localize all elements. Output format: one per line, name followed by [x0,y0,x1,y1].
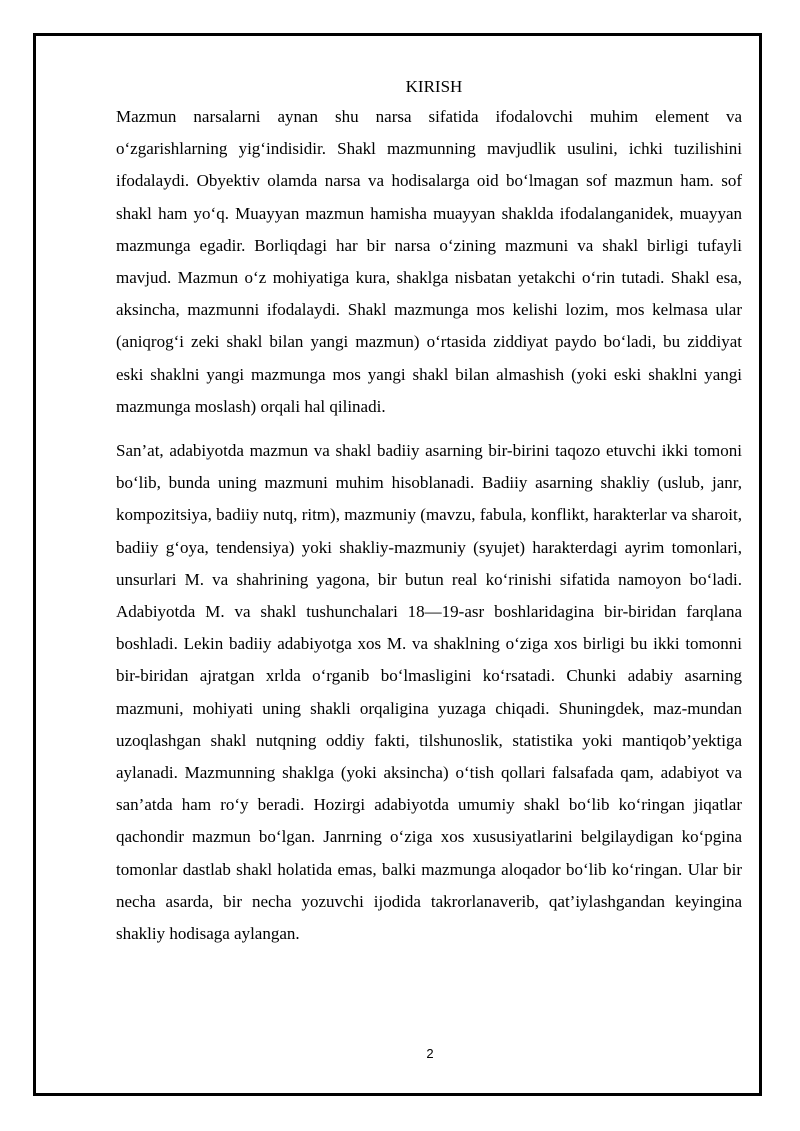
paragraph-2: San’at, adabiyotda mazmun va shakl badiiy asarning bir-birini taqozo etuvchi ikki tomoni boʻlib, bunda uning mazmuni muhim hisoblanadi. Badiiy asarning shakliy (uslub, janr, kompozitsiya, badiiy nutq, ritm), mazmuniy (mavzu, fabula, konflikt, harakterlar va sharoit, badiiy gʻoya, tendensiya) yoki shakliy-mazmuniy (syujet) harakterdagi ayrim tomonlari, unsurlari M. va shahrining yagona, bir butun real koʻrinishi sifatida namoyon boʻladi. Adabiyotda M. va shakl tushunchalari 18—19-asr boshlaridagina bir-biridan farqlana boshladi. Lekin badiiy adabiyotga xos M. va shaklning oʻziga xos birligi bu ikki tomonni bir-biridan ajratgan xrlda oʻrganib boʻlmasligini koʻrsatadi. Chunki adabiy asarning mazmuni, mohiyati uning shakli orqaligina yuzaga chiqadi. Shuningdek, maz-mundan uzoqlashgan shakl nutqning oddiy fakti, tilshunoslik, statistika yoki mantiqob’yektiga aylanadi. Mazmunning shaklga (yoki aksincha) oʻtish qollari falsafada qam, adabiyot va san’atda ham roʻy beradi. Hozirgi adabiyotda umumiy shakl boʻlib koʻringan jiqatlar qachondir mazmun boʻlgan. Janrning oʻziga xos xususiyatlarini belgilaydigan koʻpgina tomonlar dastlab shakl holatida emas, balki mazmunga aloqador boʻlib koʻringan. Ular bir necha asarda, bir necha yozuvchi ijodida takrorlanaverib, qat’iylashgandan keyingina shakliy hodisaga aylangan. [116,441,742,944]
page-content [116,76,742,950]
paragraph-1: Mazmun narsalarni aynan shu narsa sifatida ifodalovchi muhim element va oʻzgarishlarning yigʻindisidir. Shakl mazmunning mavjudlik usulini, ichki tuzilishini ifodalaydi. Obyektiv olamda narsa va hodisalarga oid boʻlmagan sof mazmun ham. sof shakl ham yoʻq. Muayyan mazmun hamisha muayyan shaklda ifodalanganidek, muayyan mazmunga egadir. Borliqdagi har bir narsa oʻzining mazmuni va shakl birligi tufayli mavjud. Mazmun oʻz mohiyatiga kura, shaklga nisbatan yetakchi oʻrin tutadi. Shakl esa, aksincha, mazmunni ifodalaydi. Shakl mazmunga mos kelishi lozim, mos kelmasa ular (aniqrogʻi zeki shakl bilan yangi mazmun) oʻrtasida ziddiyat paydo boʻladi, bu ziddiyat eski shaklni yangi mazmunga mos yangi shakl bilan almashish (yoki eski shaklni yangi mazmunga moslash) orqali hal qilinadi. [116,107,742,416]
page-number: 2 [426,1046,434,1061]
page-title: KIRISH [405,77,463,96]
